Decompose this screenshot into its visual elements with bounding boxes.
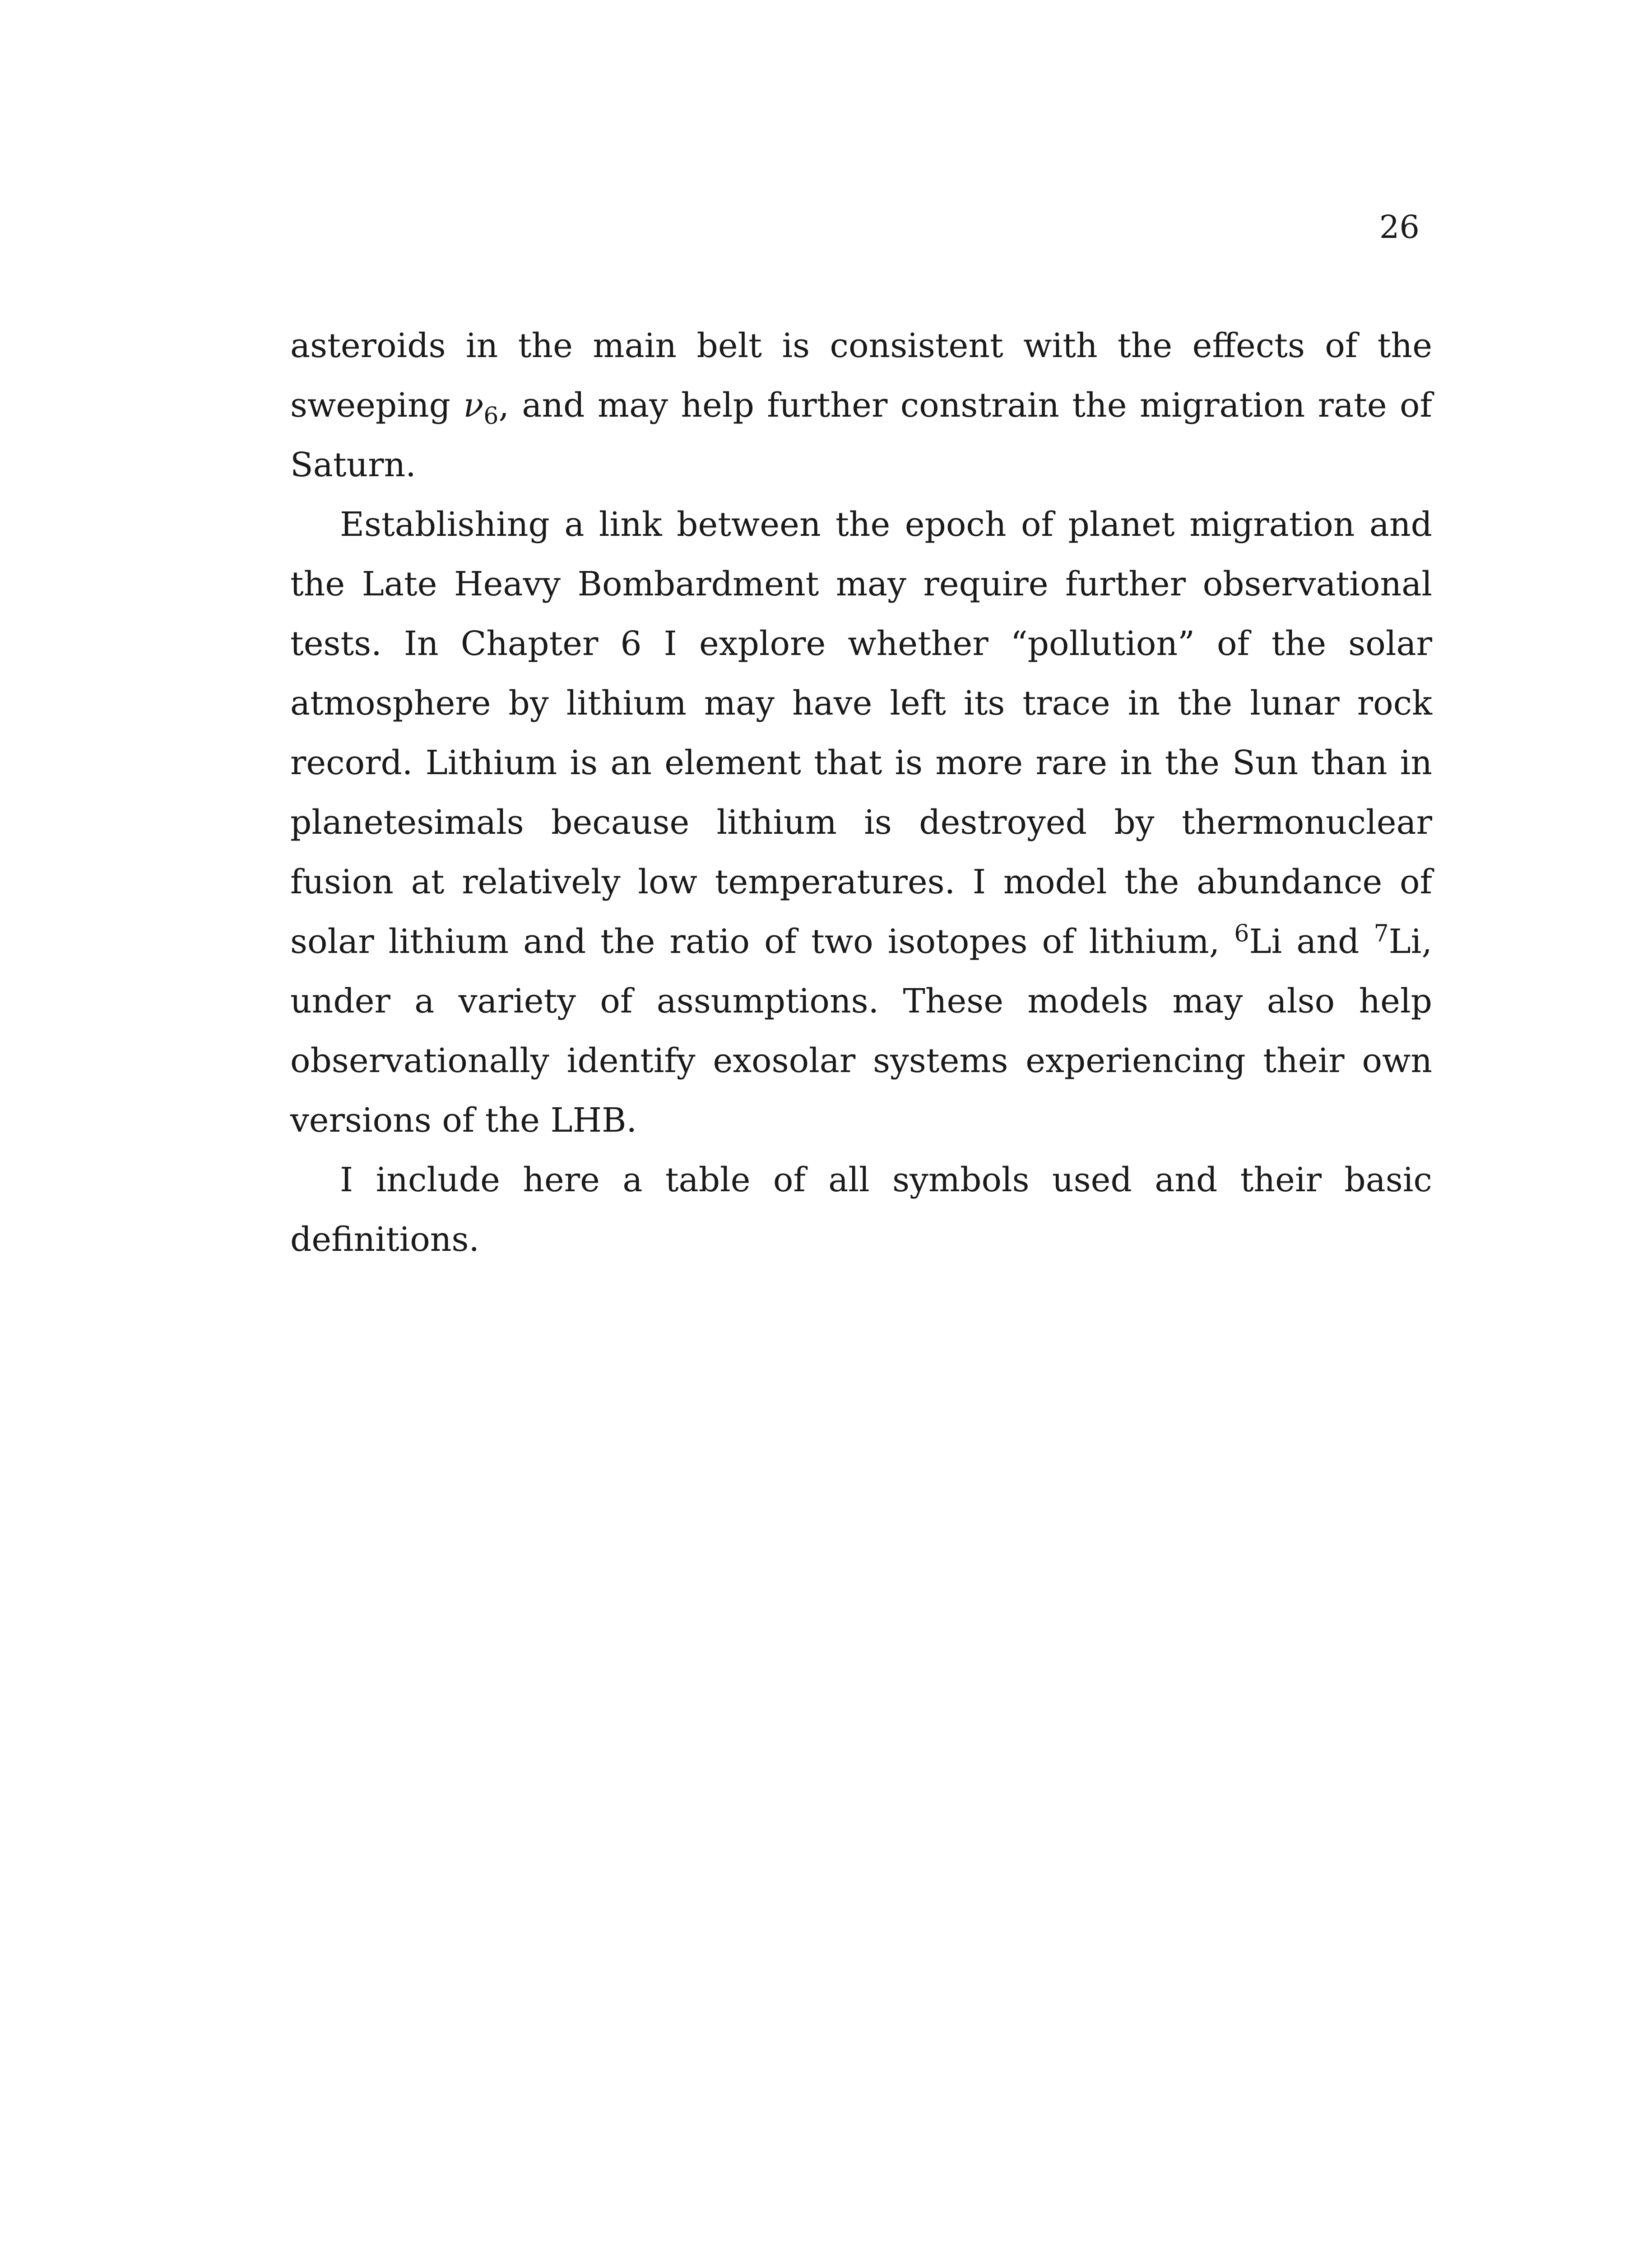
paragraph-2: [290, 495, 1432, 1150]
paragraph-1-text-after-symbol: , and may help further constrain the migration rate of Saturn.: [290, 386, 1432, 484]
paragraph-2-text-part-1: Establishing a link between the epoch of planet migration and the Late Heavy Bombardment may require further observational tests. In Chapter 6 I explore whether “pollution” of the solar atmosphere by lithium may have left its trace in the lunar rock record. Lithium is an element that is more rare in the Sun than in planetesimals because lithium is destroyed by thermonuclear fusion at relatively low temperatures. I model the abundance of solar lithium and the ratio of two isotopes of lithium,: [290, 505, 1432, 961]
paragraph-1-text-before-symbol: asteroids in the main belt is consistent with the effects of the sweeping: [290, 326, 1432, 425]
paragraph-3: I include here a table of all symbols used and their basic definitions.: [290, 1161, 1432, 1259]
isotope-6-element: Li: [1249, 922, 1282, 961]
paragraph-2-text-part-2: and: [1282, 922, 1374, 961]
body-text: [290, 316, 1432, 1269]
paragraph-2-text-part-3: , under a variety of assumptions. These models may also help observationally identify exosolar systems experiencing their own versions of the LHB.: [290, 922, 1432, 1140]
paragraph-1: [290, 316, 1432, 495]
nu-6-symbol: [463, 386, 499, 430]
isotope-7-element: Li: [1388, 922, 1422, 961]
nu-subscript: 6: [483, 402, 499, 430]
nu-symbol: ν: [463, 386, 484, 425]
isotope-6-mass-number: 6: [1234, 920, 1249, 947]
page-number: 26: [1379, 209, 1420, 246]
isotope-7-mass-number: 7: [1374, 920, 1389, 947]
